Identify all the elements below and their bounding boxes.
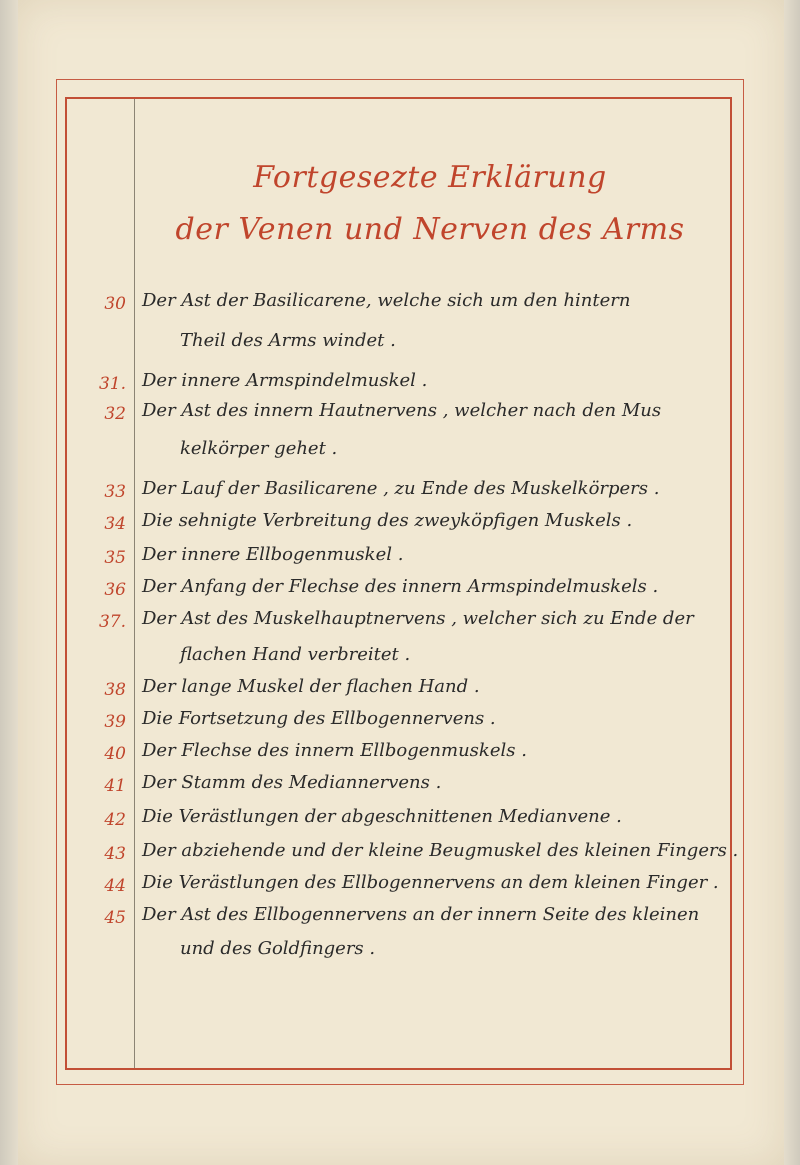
entry-text: Der innere Armspindelmuskel . [142,370,428,391]
entry-text-continued: flachen Hand verbreitet . [180,644,411,665]
entry-text: Die Verästlungen des Ellbogennervens an dem kleinen Finger . [142,872,719,893]
entry-text: Der lange Muskel der flachen Hand . [142,676,480,697]
entry-text: Der innere Ellbogenmuskel . [142,544,404,565]
entry-number: 42 [104,810,126,830]
entry-text: Die Verästlungen der abgeschnittenen Medianvene . [142,806,622,827]
paper-edge-left [0,0,18,1165]
page-title-line-2: der Venen und Nerven des Arms [175,212,685,247]
entry-text: Der Ast des innern Hautnervens , welcher nach den Mus [142,400,662,421]
entry-number: 32 [104,404,126,424]
entry-number: 35 [104,548,126,568]
entry-number: 41 [104,776,126,796]
entry-number: 45 [104,908,126,928]
entry-text: Die Fortsetzung des Ellbogennervens . [142,708,496,729]
entry-number: 44 [104,876,126,896]
entry-number: 33 [104,482,126,502]
entry-number: 31. [98,374,126,394]
entry-text: Der abziehende und der kleine Beugmuskel des kleinen Fingers . [142,840,739,861]
entry-number: 37. [98,612,126,632]
entry-text-continued: und des Goldfingers . [180,938,376,959]
entry-text: Der Ast des Ellbogennervens an der innern Seite des kleinen [142,904,700,925]
entry-number: 39 [104,712,126,732]
entry-text: Der Stamm des Mediannervens . [142,772,442,793]
entry-number: 36 [104,580,126,600]
entry-text-continued: kelkörper gehet . [180,438,338,459]
entry-number: 40 [104,744,126,764]
entry-number: 43 [104,844,126,864]
entry-number: 30 [104,294,126,314]
entry-text: Die sehnigte Verbreitung des zweyköpfigen Muskels . [142,510,633,531]
entry-text: Der Ast der Basilicarene, welche sich um den hintern [142,290,631,311]
paper-edge-right [784,0,800,1165]
entry-text: Der Lauf der Basilicarene , zu Ende des Muskelkörpers . [142,478,660,499]
page-title-line-1: Fortgesezte Erklärung [253,160,607,195]
entry-number: 34 [104,514,126,534]
entry-text: Der Flechse des innern Ellbogenmuskels . [142,740,527,761]
entry-text: Der Ast des Muskelhauptnervens , welcher sich zu Ende der [142,608,694,629]
margin-rule [134,99,135,1068]
entry-text-continued: Theil des Arms windet . [180,330,396,351]
entry-number: 38 [104,680,126,700]
entry-text: Der Anfang der Flechse des innern Armspindelmuskels . [142,576,659,597]
